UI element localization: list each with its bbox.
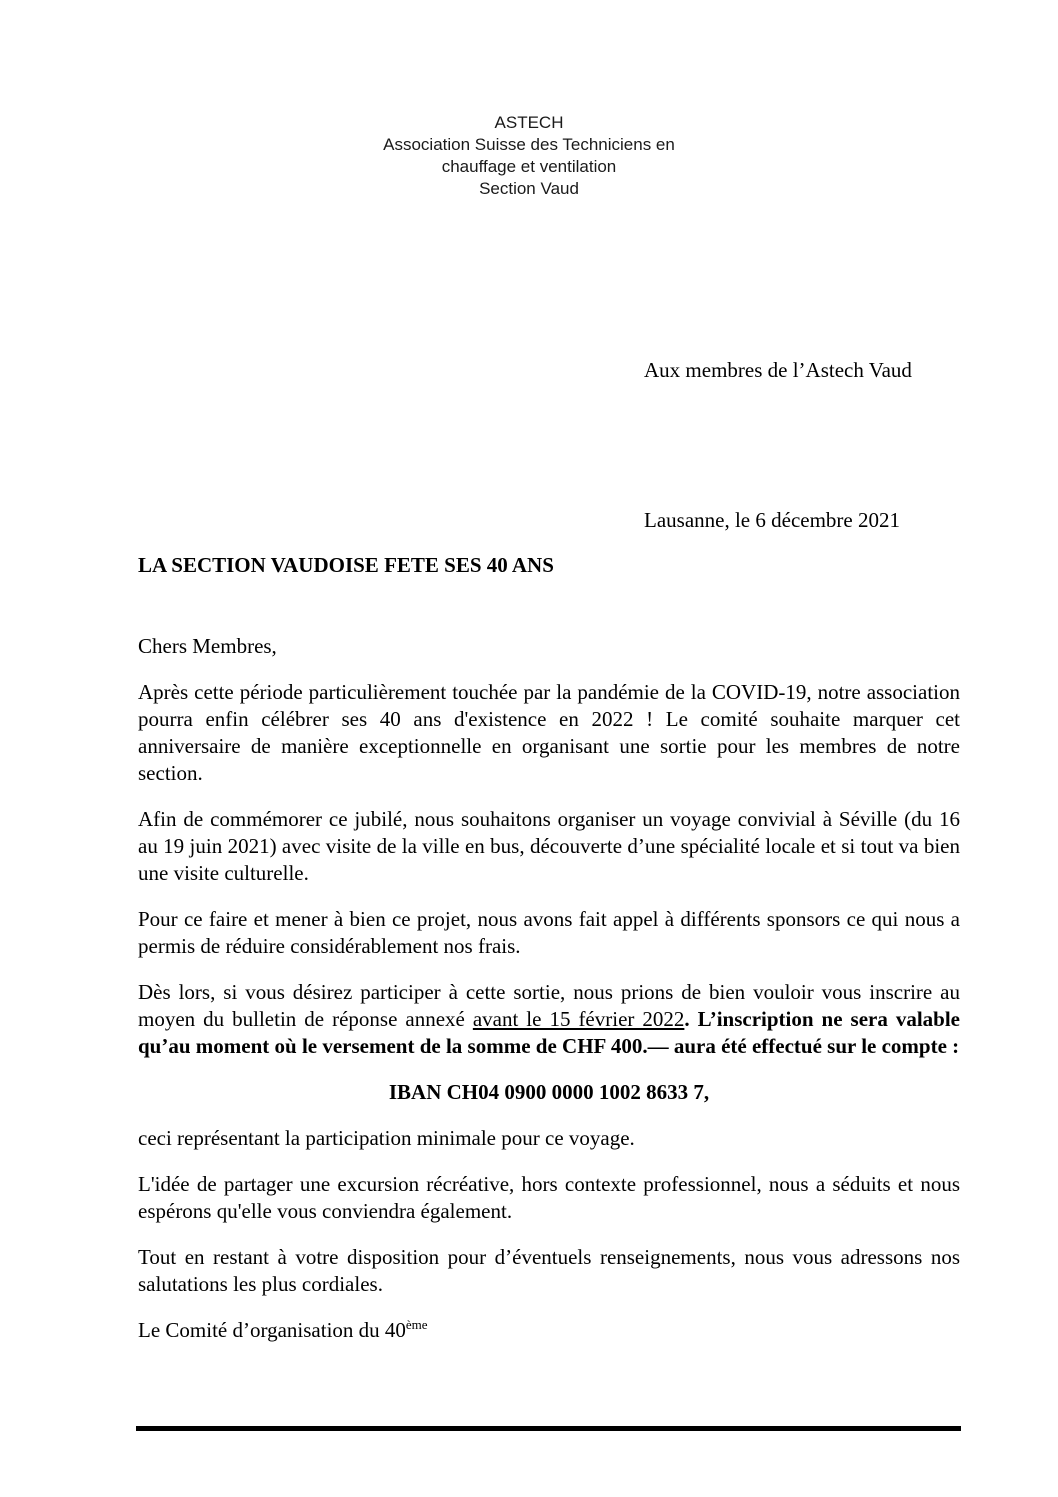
iban-line: IBAN CH04 0900 0000 1002 8633 7,	[388, 1080, 710, 1104]
closing-signature	[138, 1317, 960, 1344]
letter-body	[138, 552, 960, 1363]
date-line: Lausanne, le 6 décembre 2021	[644, 508, 900, 532]
paragraph-4-bold: . L’inscription ne sera valable qu’au moment où le versement de la somme de CHF 400.— aura été effectué sur le compte :	[138, 1007, 960, 1058]
paragraph-2: Afin de commémorer ce jubilé, nous souhaitons organiser un voyage convivial à Séville (du 16 au 19 juin 2021) avec visite de la ville en bus, découverte d’une spécialité locale et si tout va bien une visite culturelle.	[138, 807, 960, 885]
paragraph-1: Après cette période particulièrement touchée par la pandémie de la COVID-19, notre association pourra enfin célébrer ses 40 ans d'existence en 2022 ! Le comité souhaite marquer cet anniversaire de manière exceptionnelle en organisant une sortie pour les membres de notre section.	[138, 680, 960, 785]
org-acronym: ASTECH	[494, 113, 564, 132]
salutation: Chers Membres,	[138, 634, 277, 658]
paragraph-7: Tout en restant à votre disposition pour d’éventuels renseignements, nous vous adressons nos salutations les plus cordiales.	[138, 1245, 960, 1296]
org-name-line2: chauffage et ventilation	[441, 157, 617, 176]
org-section: Section Vaud	[479, 179, 579, 198]
closing-text: Le Comité d’organisation du 40	[138, 1318, 406, 1342]
paragraph-4	[138, 979, 960, 1060]
footer-divider	[136, 1426, 961, 1431]
paragraph-4-normal: Dès lors, si vous désirez participer à cette sortie, nous prions de bien vouloir vous inscrire au moyen du bulletin de réponse annexé	[138, 980, 960, 1031]
letter-title: LA SECTION VAUDOISE FETE SES 40 ANS	[138, 553, 554, 577]
closing-superscript: ème	[405, 1317, 428, 1332]
letterhead	[0, 112, 1058, 200]
org-name-line1: Association Suisse des Techniciens en	[383, 135, 675, 154]
paragraph-4-deadline-underlined: avant le 15 février 2022	[472, 1007, 685, 1031]
paragraph-6: L'idée de partager une excursion récréative, hors contexte professionnel, nous a séduits et nous espérons qu'elle vous conviendra également.	[138, 1172, 960, 1223]
paragraph-5: ceci représentant la participation minimale pour ce voyage.	[138, 1126, 635, 1150]
recipient-line: Aux membres de l’Astech Vaud	[644, 358, 912, 382]
paragraph-3: Pour ce faire et mener à bien ce projet, nous avons fait appel à différents sponsors ce qui nous a permis de réduire considérablement nos frais.	[138, 907, 960, 958]
